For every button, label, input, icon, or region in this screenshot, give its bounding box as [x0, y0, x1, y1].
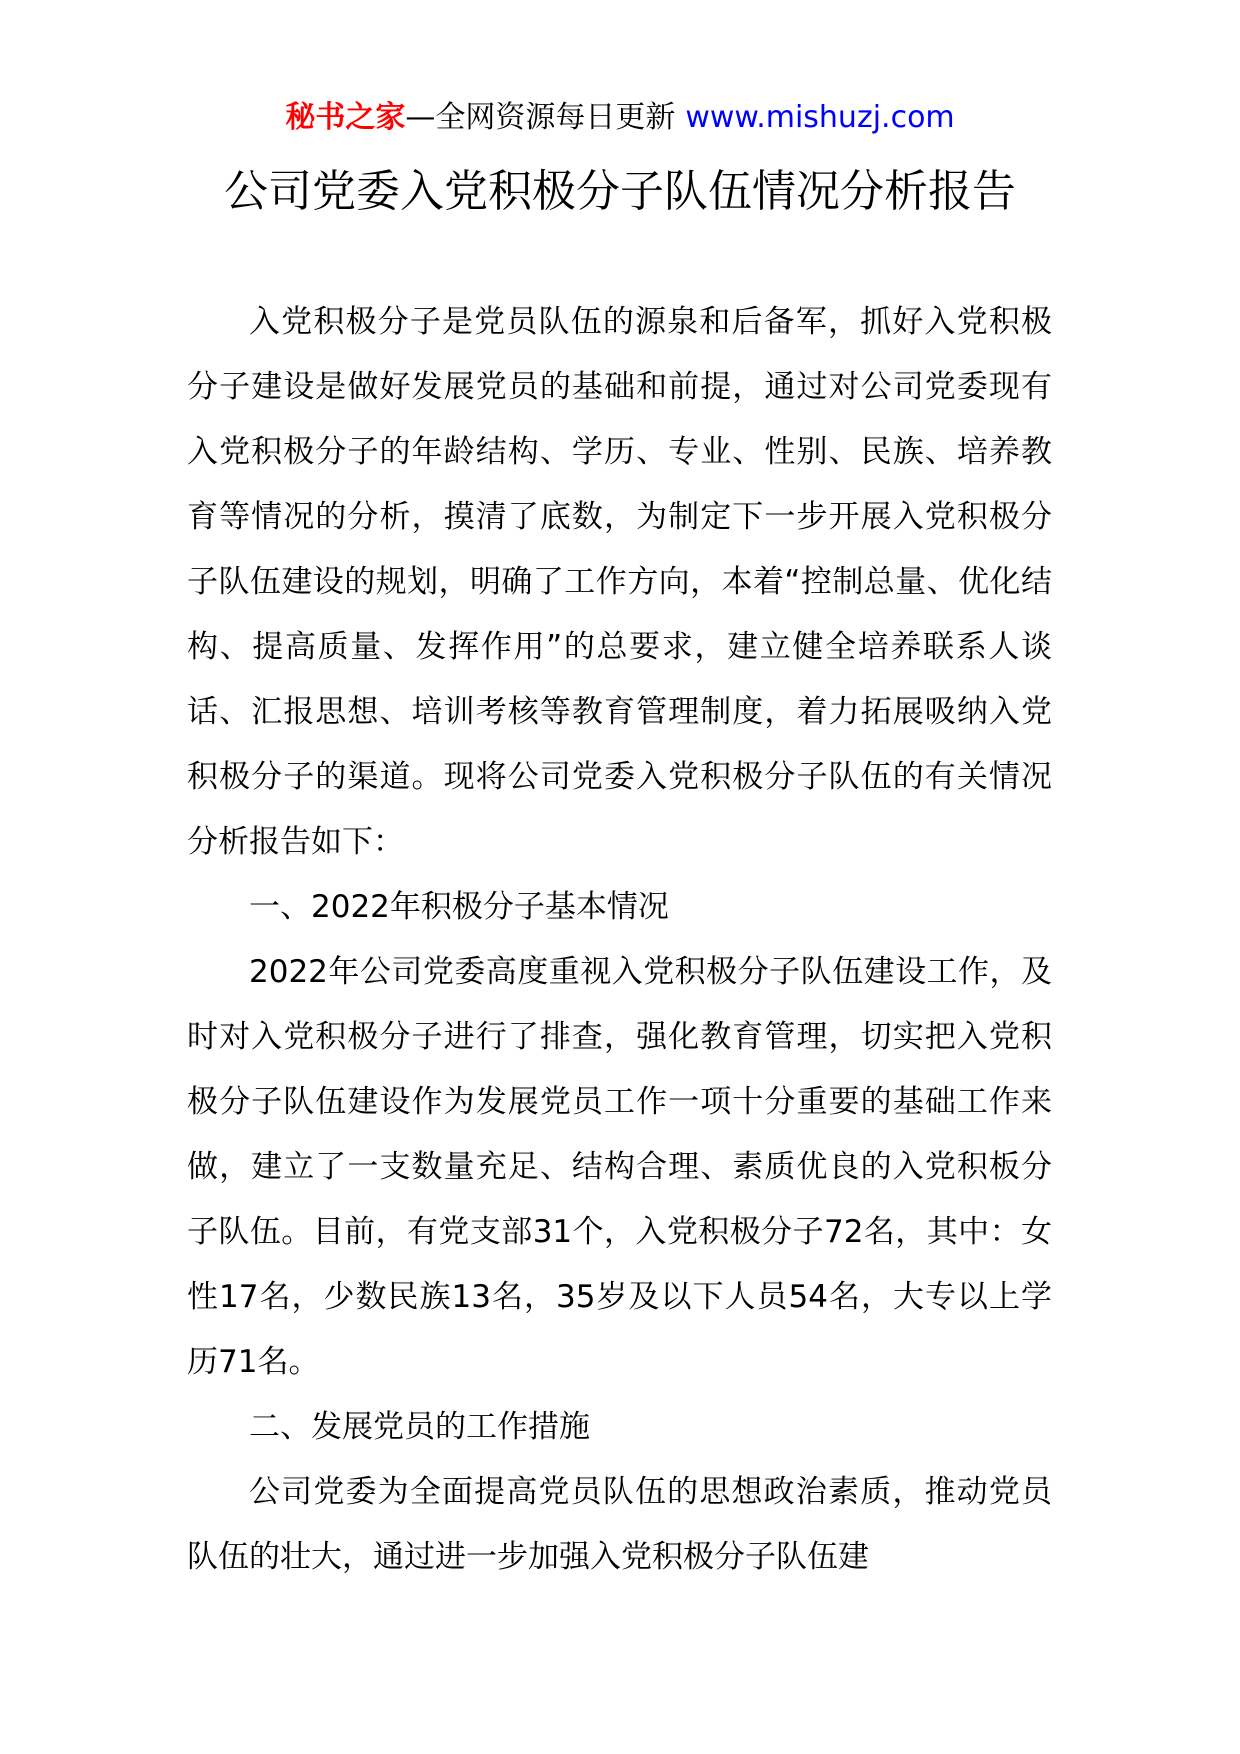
document-title: 公司党委入党积极分子队伍情况分析报告	[224, 166, 1016, 217]
brand-name: 秘书之家	[285, 100, 406, 135]
header-tagline: —全网资源每日更新	[405, 100, 676, 135]
intro-paragraph: 入党积极分子是党员队伍的源泉和后备军，抓好入党积极分子建设是做好发展党员的基础和前提，通过对公司党委现有入党积极分子的年龄结构、学历、专业、性别、民族、培养教育等情况的分析，摸清了底数，为制定下一步开展入党积极分子队伍建设的规划，明确了工作方向，本着“控制总量、优化结构、提高质量、发挥作用”的总要求，建立健全培养联系人谈话、汇报思想、培训考核等教育管理制度，着力拓展吸纳入党积极分子的渠道。现将公司党委入党积极分子队伍的有关情况分析报告如下：	[187, 304, 1052, 860]
section-heading-1: 一、2022年积极分子基本情况	[249, 889, 669, 925]
section-heading-2: 二、发展党员的工作措施	[249, 1409, 590, 1445]
section-1-paragraph: 2022年公司党委高度重视入党积极分子队伍建设工作，及时对入党积极分子进行了排查，强化教育管理，切实把入党积极分子队伍建设作为发展党员工作一项十分重要的基础工作来做，建立了一支数量充足、结构合理、素质优良的入党积板分子队伍。目前，有党支部31个，入党积极分子72名，其中：女性17名，少数民族13名，35岁及以下人员54名，大专以上学历71名。	[187, 954, 1052, 1380]
site-header	[0, 98, 1240, 138]
site-url-link[interactable]: www.mishuzj.com	[685, 100, 955, 135]
document-body	[187, 290, 1052, 1590]
section-2-paragraph: 公司党委为全面提高党员队伍的思想政治素质，推动党员队伍的壮大，通过进一步加强入党积极分子队伍建	[187, 1474, 1052, 1575]
